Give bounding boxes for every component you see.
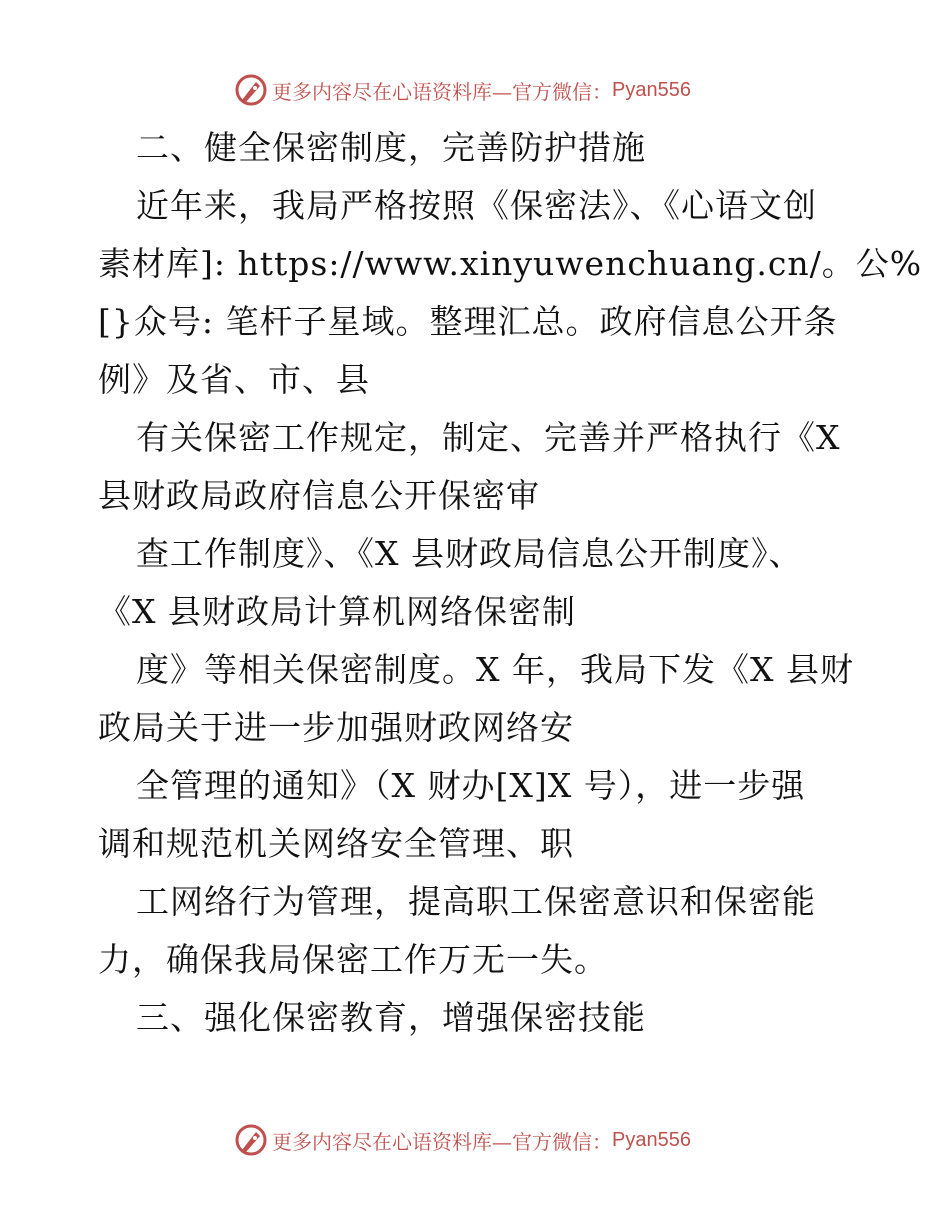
watermark-text: 更多内容尽在心语资料库—官方微信： [272,1129,612,1154]
section-heading: 三、强化保密教育，增强保密技能 [136,998,646,1037]
paragraph-line: 《X 县财政局计算机网络保密制 [98,592,576,631]
paragraph-line: [}众号: 笔杆子星域。整理汇总。政府信息公开条 [98,302,838,341]
paragraph-line: 有关保密工作规定，制定、完善并严格执行《X [136,418,841,457]
footer-watermark [234,1122,691,1158]
section-heading: 二、健全保密制度，完善防护措施 [136,128,646,167]
paragraph-line: 县财政局政府信息公开保密审 [98,476,540,515]
paragraph-line: 例》及省、市、县 [98,360,370,399]
pen-nib-icon [234,1123,268,1157]
header-watermark [234,72,691,108]
paragraph-line: 全管理的通知》（X 财办[X]X 号），进一步强 [136,766,806,805]
pen-nib-icon [234,73,268,107]
watermark-id: Pyan556 [612,78,691,101]
paragraph-line: 工网络行为管理，提高职工保密意识和保密能 [136,882,816,921]
document-body [98,119,923,1047]
watermark-text: 更多内容尽在心语资料库—官方微信： [272,79,612,104]
paragraph-line: 查工作制度》、《X 县财政局信息公开制度》、 [136,534,803,573]
paragraph-line: 力，确保我局保密工作万无一失。 [98,940,608,979]
watermark-id: Pyan556 [612,1128,691,1151]
paragraph-line: 政局关于进一步加强财政网络安 [98,708,574,747]
paragraph-line: 度》等相关保密制度。X 年，我局下发《X 县财 [136,650,854,689]
paragraph-line: 素材库]: https://www.xinyuwenchuang.cn/。公% [98,244,923,283]
paragraph-line: 调和规范机关网络安全管理、职 [98,824,574,863]
paragraph-line: 近年来，我局严格按照《保密法》、《心语文创 [136,186,817,225]
